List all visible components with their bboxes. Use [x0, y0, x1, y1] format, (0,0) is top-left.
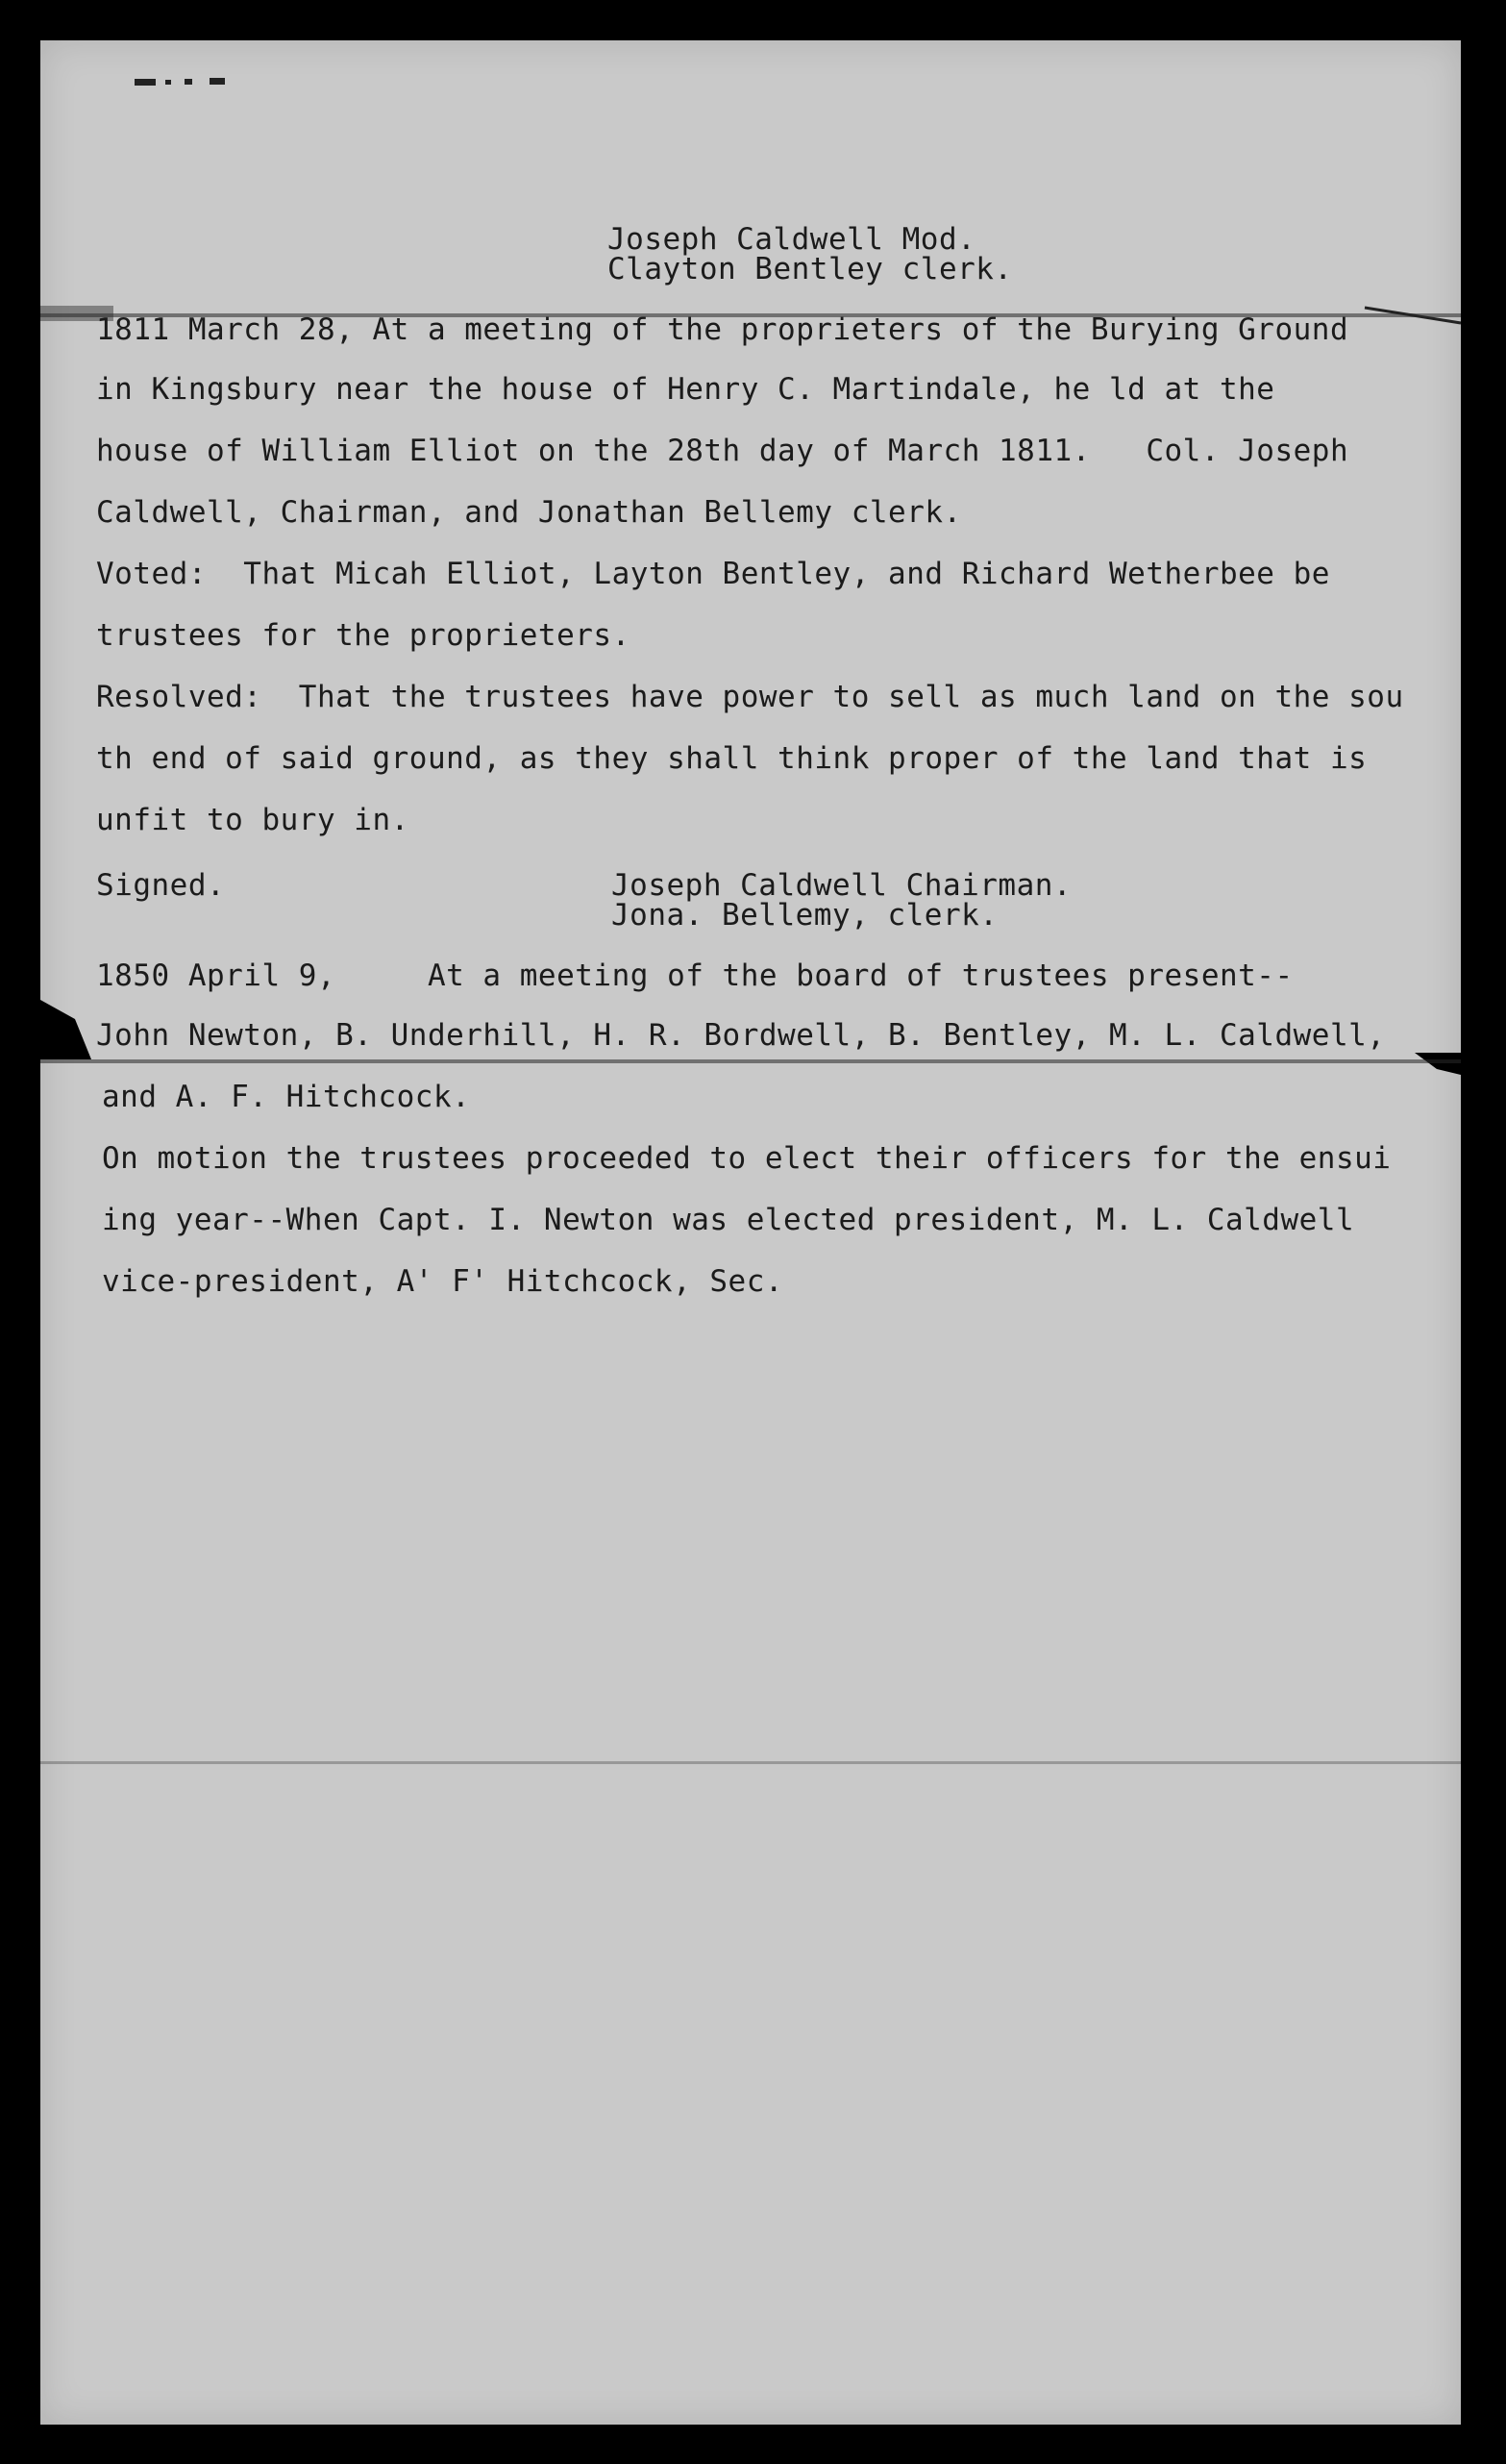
body-line-4: Caldwell, Chairman, and Jonathan Bellemy clerk. [96, 495, 962, 530]
lower-line-4: On motion the trustees proceeded to elect their officers for the ensui [102, 1141, 1392, 1176]
body-line-8: th end of said ground, as they shall think proper of the land that is [96, 741, 1368, 776]
body-line-6: trustees for the proprieters. [96, 618, 630, 653]
header-signature-line-1: Joseph Caldwell Mod. [607, 222, 976, 257]
fold-crease-middle [40, 1059, 1461, 1063]
body-line-1: 1811 March 28, At a meeting of the proprieters of the Burying Ground [96, 312, 1349, 347]
signed-block-line-2: Jona. Bellemy, clerk. [611, 898, 999, 933]
body-line-5: Voted: That Micah Elliot, Layton Bentley, and Richard Wetherbee be [96, 557, 1330, 591]
fold-crease-lower [40, 1761, 1461, 1764]
body-line-3: house of William Elliot on the 28th day of March 1811. Col. Joseph [96, 434, 1349, 468]
header-signature-line-2: Clayton Bentley clerk. [607, 252, 1013, 286]
signed-label: Signed. [96, 868, 226, 903]
signed-block-line-1: Joseph Caldwell Chairman. [611, 868, 1073, 903]
ink-smudge [135, 75, 235, 90]
lower-line-6: vice-president, A' F' Hitchcock, Sec. [102, 1264, 784, 1299]
body-line-2: in Kingsbury near the house of Henry C. Martindale, he ld at the [96, 372, 1275, 407]
lower-line-3: and A. F. Hitchcock. [102, 1080, 471, 1114]
lower-line-2: John Newton, B. Underhill, H. R. Bordwell, B. Bentley, M. L. Caldwell, [96, 1018, 1386, 1053]
lower-line-1: 1850 April 9, At a meeting of the board of trustees present-- [96, 958, 1294, 993]
body-line-7: Resolved: That the trustees have power to sell as much land on the sou [96, 680, 1404, 714]
body-line-9: unfit to bury in. [96, 803, 409, 837]
lower-line-5: ing year--When Capt. I. Newton was elected president, M. L. Caldwell [102, 1203, 1355, 1237]
